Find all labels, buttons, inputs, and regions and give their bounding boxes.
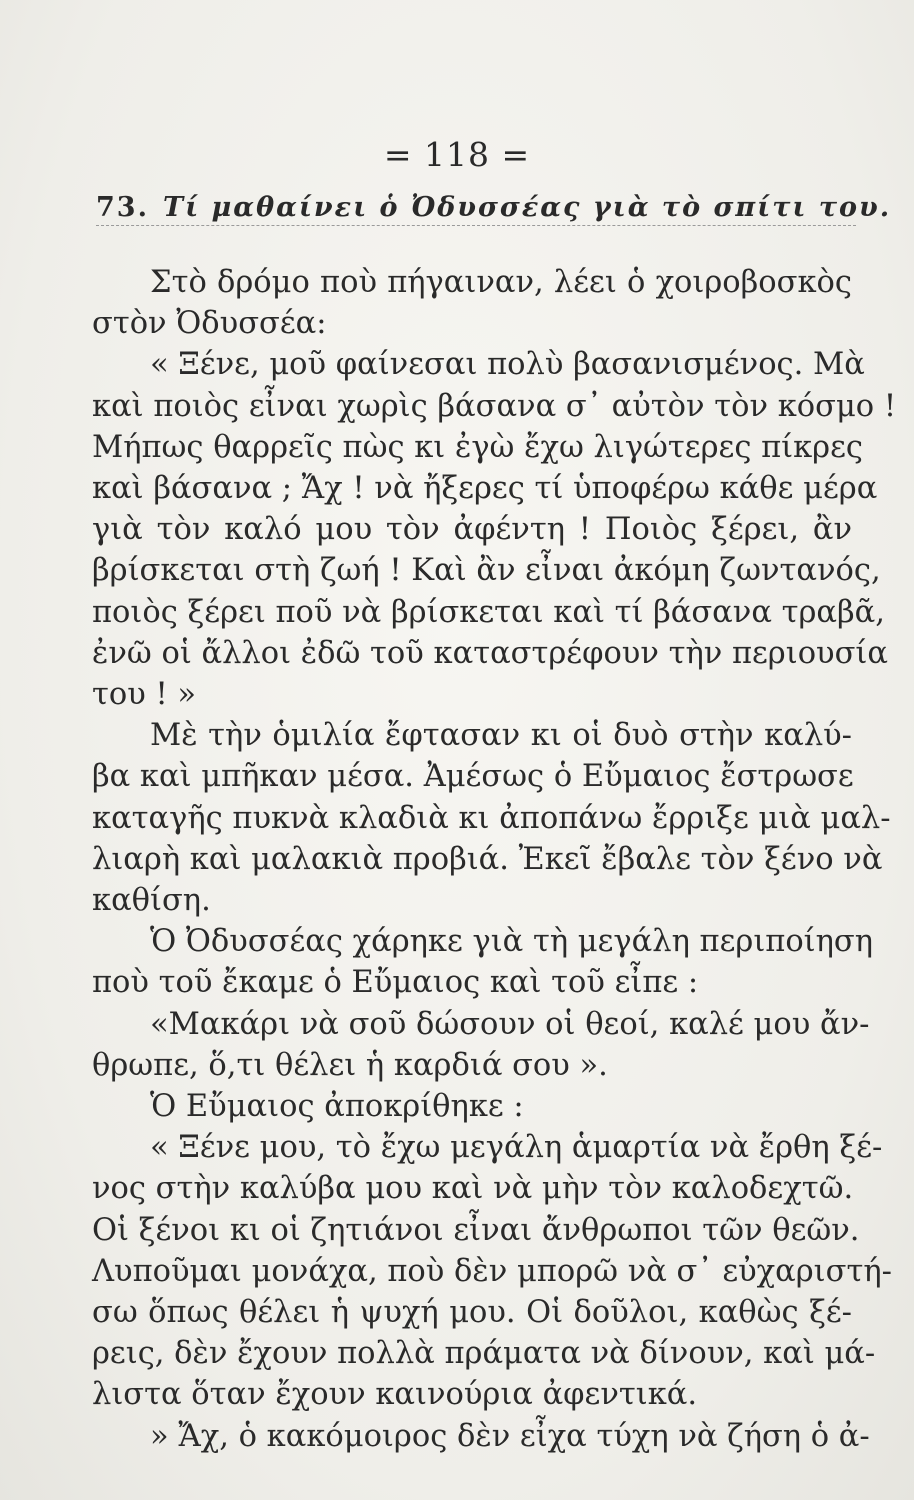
text-line: στὸν Ὀδυσσέα: (92, 306, 327, 342)
paragraph (92, 921, 874, 1003)
text-line: Μήπως θαρρεῖς πὼς κι ἐγὼ ἔχω λιγώτερες πίκρες (92, 429, 863, 465)
text-line: γιὰ τὸν καλό μου τὸν ἀφέντη ! Ποιὸς ξέρει, ἂν (92, 512, 852, 548)
paragraph (92, 1086, 852, 1127)
text-line: βα καὶ μπῆκαν μέσα. Ἀμέσως ὁ Εὔμαιος ἔστρωσε (92, 759, 854, 795)
paragraph (92, 262, 852, 344)
text-line: «Μακάρι νὰ σοῦ δώσουν οἱ θεοί, καλέ μου ἄν- (150, 1006, 870, 1042)
paragraph (92, 1004, 870, 1086)
section-number: 73. (96, 192, 149, 223)
text-line: ποιὸς ξέρει ποῦ νὰ βρίσκεται καὶ τί βάσανα τραβᾶ, (92, 594, 885, 630)
page-number: = 118 = (383, 135, 531, 174)
text-line: Λυποῦμαι μονάχα, ποὺ δὲν μπορῶ νὰ σ᾽ εὐχαριστή- (92, 1253, 892, 1289)
text-line: καὶ ποιὸς εἶναι χωρὶς βάσανα σ᾽ αὐτὸν τὸν κόσμο ! (92, 388, 897, 424)
text-line: λιστα ὅταν ἔχουν καινούρια ἀφεντικά. (92, 1377, 698, 1413)
text-line: ρεις, δὲν ἔχουν πολλὰ πράματα νὰ δίνουν, καὶ μά- (92, 1336, 876, 1372)
text-line: Οἱ ξένοι κι οἱ ζητιάνοι εἶναι ἄνθρωποι τῶν θεῶν. (92, 1212, 860, 1248)
text-line: νος στὴν καλύβα μου καὶ νὰ μὴν τὸν καλοδεχτῶ. (92, 1171, 854, 1207)
text-line: του ! » (92, 677, 197, 713)
body-text (92, 262, 897, 1457)
text-line: Ὁ Εὔμαιος ἀποκρίθηκε : (150, 1089, 524, 1125)
paragraph (92, 1416, 870, 1457)
text-line: Στὸ δρόμο ποὺ πήγαιναν, λέει ὁ χοιροβοσκὸς (150, 265, 852, 300)
text-line: ποὺ τοῦ ἔκαμε ὁ Εὔμαιος καὶ τοῦ εἶπε : (92, 965, 699, 1001)
section-title: Τί μαθαίνει ὁ Ὀδυσσέας γιὰ τὸ σπίτι του. (162, 192, 892, 223)
text-line: θρωπε, ὅ,τι θέλει ἡ καρδιά σου ». (92, 1047, 608, 1083)
paragraph (92, 1127, 892, 1415)
text-line: καὶ βάσανα ; Ἄχ ! νὰ ἤξερες τί ὑποφέρω κάθε μέρα (92, 471, 878, 507)
text-line: ἐνῶ οἱ ἄλλοι ἐδῶ τοῦ καταστρέφουν τὴν περιουσία (92, 635, 888, 671)
text-line: βρίσκεται στὴ ζωή ! Καὶ ἂν εἶναι ἀκόμη ζωντανός, (92, 553, 881, 589)
section-heading (96, 192, 892, 226)
text-line: καταγῆς πυκνὰ κλαδιὰ κι ἀποπάνω ἔρριξε μιὰ μαλ- (92, 800, 891, 836)
text-line: σω ὅπως θέλει ἡ ψυχή μου. Οἱ δοῦλοι, καθὼς ξέ- (92, 1295, 852, 1331)
text-line: καθίση. (92, 883, 211, 919)
text-line: Μὲ τὴν ὁμιλία ἔφτασαν κι οἱ δυὸ στὴν καλύ- (150, 718, 852, 754)
paragraph (92, 344, 897, 715)
text-line: « Ξένε, μοῦ φαίνεσαι πολὺ βασανισμένος. Μὰ (150, 347, 865, 383)
text-line: λιαρὴ καὶ μαλακιὰ προβιά. Ἐκεῖ ἔβαλε τὸν ξένο νὰ (92, 841, 883, 877)
text-line: » Ἄχ, ὁ κακόμοιρος δὲν εἶχα τύχη νὰ ζήση ὁ ἀ- (150, 1418, 870, 1454)
paragraph (92, 715, 891, 921)
text-line: Ὁ Ὀδυσσέας χάρηκε γιὰ τὴ μεγάλη περιποίηση (150, 924, 874, 960)
text-line: « Ξένε μου, τὸ ἔχω μεγάλη ἁμαρτία νὰ ἔρθη ξέ- (150, 1130, 883, 1166)
